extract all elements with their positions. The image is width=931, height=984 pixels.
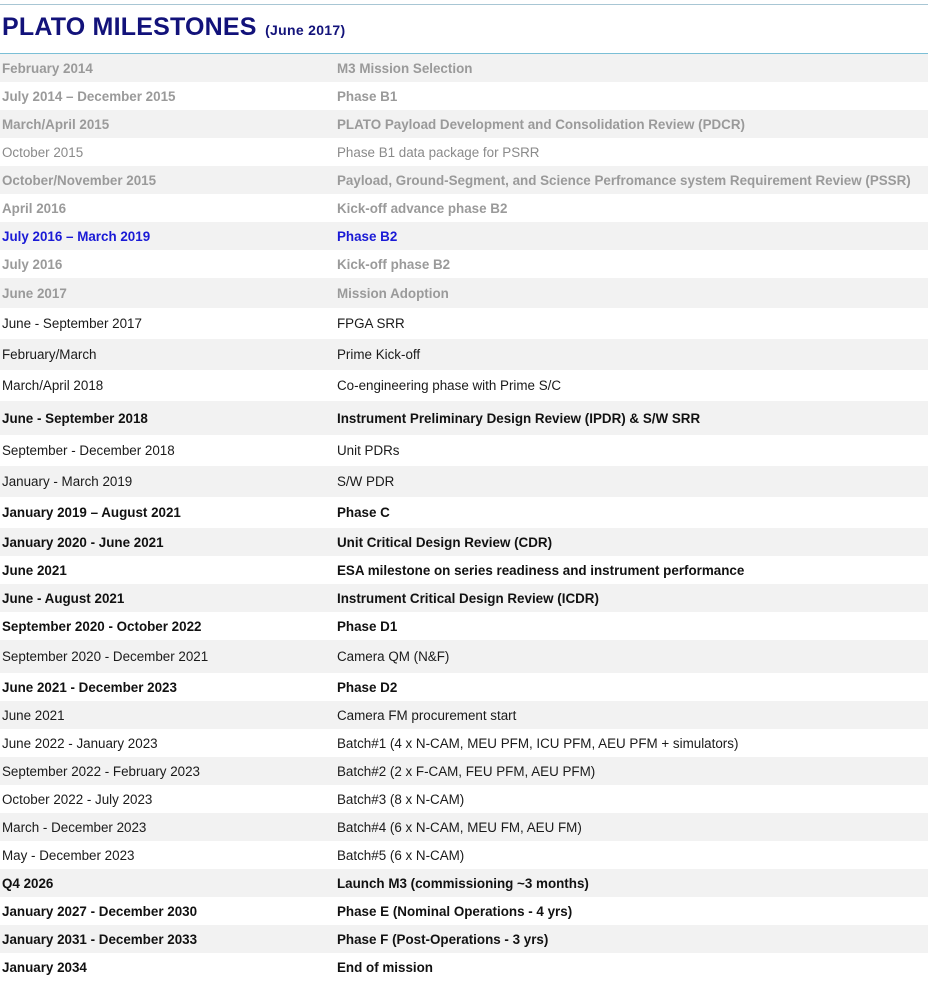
milestone-event: Instrument Preliminary Design Review (IPDR) & S/W SRR	[335, 401, 928, 435]
milestone-event: PLATO Payload Development and Consolidation Review (PDCR)	[335, 110, 928, 138]
milestone-date: January 2027 - December 2030	[2, 903, 198, 919]
milestone-row	[0, 194, 928, 222]
milestone-row	[0, 370, 928, 401]
milestone-row	[0, 222, 928, 250]
milestone-row	[0, 250, 928, 278]
top-divider	[0, 4, 928, 5]
milestone-event: ESA milestone on series readiness and instrument performance	[337, 562, 745, 578]
milestone-date: June - September 2018	[0, 401, 335, 435]
milestone-date: January 2020 - June 2021	[0, 528, 335, 556]
milestone-event: Unit Critical Design Review (CDR)	[335, 528, 928, 556]
milestone-date: June - September 2017	[2, 316, 142, 331]
milestone-row	[0, 701, 928, 729]
milestone-row	[0, 556, 928, 584]
milestone-date: March/April 2018	[2, 378, 104, 393]
milestone-event: Mission Adoption	[335, 278, 928, 308]
milestone-event: End of mission	[337, 959, 433, 975]
milestones-table	[0, 54, 928, 981]
milestone-event: Instrument Critical Design Review (ICDR)	[335, 584, 928, 612]
milestone-date: September - December 2018	[2, 443, 175, 458]
milestone-event: Phase D2	[337, 679, 398, 695]
milestone-event: Camera FM procurement start	[335, 701, 928, 729]
milestone-event: Phase C	[337, 505, 390, 520]
milestone-row	[0, 813, 928, 841]
milestone-row	[0, 138, 928, 166]
milestones-table-body	[0, 54, 928, 981]
milestone-row	[0, 612, 928, 640]
milestone-row	[0, 278, 928, 308]
milestone-date: June - August 2021	[0, 584, 335, 612]
milestone-row	[0, 584, 928, 612]
milestone-date: May - December 2023	[2, 847, 135, 863]
milestone-row	[0, 729, 928, 757]
milestone-date: July 2016	[2, 256, 63, 272]
milestone-row	[0, 435, 928, 466]
milestone-event: Batch#2 (2 x F-CAM, FEU PFM, AEU PFM)	[335, 757, 928, 785]
milestone-date: June 2017	[0, 278, 335, 308]
milestone-event: Phase B1 data package for PSRR	[337, 144, 540, 160]
milestone-date: October/November 2015	[0, 166, 335, 194]
milestone-row	[0, 497, 928, 528]
milestone-date: June 2021	[0, 701, 335, 729]
milestone-row	[0, 466, 928, 497]
milestone-row	[0, 339, 928, 370]
milestone-event: Batch#4 (6 x N-CAM, MEU FM, AEU FM)	[335, 813, 928, 841]
milestone-row	[0, 673, 928, 701]
milestone-row	[0, 308, 928, 339]
milestone-event: Co-engineering phase with Prime S/C	[337, 378, 562, 393]
milestone-date: October 2022 - July 2023	[2, 791, 153, 807]
milestone-event: Phase D1	[337, 618, 398, 634]
milestone-row	[0, 757, 928, 785]
milestone-date: September 2020 - October 2022	[2, 618, 202, 634]
milestone-row	[0, 785, 928, 813]
milestone-row	[0, 401, 928, 435]
page-title-date: (June 2017)	[265, 22, 346, 38]
milestone-date: June 2021	[2, 562, 67, 578]
milestone-event: Phase F (Post-Operations - 3 yrs)	[335, 925, 928, 953]
milestone-date: February 2014	[0, 54, 335, 82]
milestone-date: March/April 2015	[0, 110, 335, 138]
milestone-event: Batch#5 (6 x N-CAM)	[337, 847, 465, 863]
milestone-event: M3 Mission Selection	[335, 54, 928, 82]
milestone-event: Kick-off advance phase B2	[337, 200, 508, 216]
milestone-event: Camera QM (N&F)	[335, 640, 928, 673]
milestone-date: June 2021 - December 2023	[2, 679, 177, 695]
milestone-date: January - March 2019	[0, 466, 335, 497]
milestone-date: September 2020 - December 2021	[0, 640, 335, 673]
milestone-event: Kick-off phase B2	[337, 256, 451, 272]
milestone-event: Batch#1 (4 x N-CAM, MEU PFM, ICU PFM, AEU PFM + simulators)	[337, 735, 739, 751]
milestone-event: S/W PDR	[335, 466, 928, 497]
milestone-date: January 2019 – August 2021	[2, 505, 181, 520]
page-title-main: PLATO MILESTONES	[2, 13, 257, 41]
milestone-event: Phase B2	[335, 222, 928, 250]
milestone-date: Q4 2026	[0, 869, 335, 897]
milestone-row	[0, 528, 928, 556]
milestone-event: Unit PDRs	[337, 443, 400, 458]
milestone-event: Payload, Ground-Segment, and Science Perfromance system Requirement Review (PSSR)	[335, 166, 928, 194]
milestone-event: Prime Kick-off	[335, 339, 928, 370]
milestone-row	[0, 166, 928, 194]
milestone-event: Phase E (Nominal Operations - 4 yrs)	[337, 903, 573, 919]
milestone-row	[0, 897, 928, 925]
milestone-row	[0, 640, 928, 673]
milestone-date: January 2034	[2, 959, 87, 975]
milestone-row	[0, 82, 928, 110]
milestone-date: June 2022 - January 2023	[2, 735, 158, 751]
milestone-row	[0, 869, 928, 897]
milestone-event: Phase B1	[337, 88, 398, 104]
milestone-event: Launch M3 (commissioning ~3 months)	[335, 869, 928, 897]
milestone-row	[0, 841, 928, 869]
milestone-date: July 2016 – March 2019	[0, 222, 335, 250]
milestone-date: July 2014 – December 2015	[2, 88, 176, 104]
milestone-row	[0, 953, 928, 981]
page-title	[2, 13, 345, 45]
milestone-date: February/March	[0, 339, 335, 370]
milestone-event: FPGA SRR	[337, 316, 405, 331]
milestone-date: October 2015	[2, 144, 84, 160]
milestone-row	[0, 54, 928, 82]
milestone-event: Batch#3 (8 x N-CAM)	[337, 791, 465, 807]
milestone-row	[0, 110, 928, 138]
milestone-date: September 2022 - February 2023	[0, 757, 335, 785]
milestone-date: April 2016	[2, 200, 67, 216]
milestone-date: January 2031 - December 2033	[0, 925, 335, 953]
milestone-row	[0, 925, 928, 953]
milestone-date: March - December 2023	[0, 813, 335, 841]
